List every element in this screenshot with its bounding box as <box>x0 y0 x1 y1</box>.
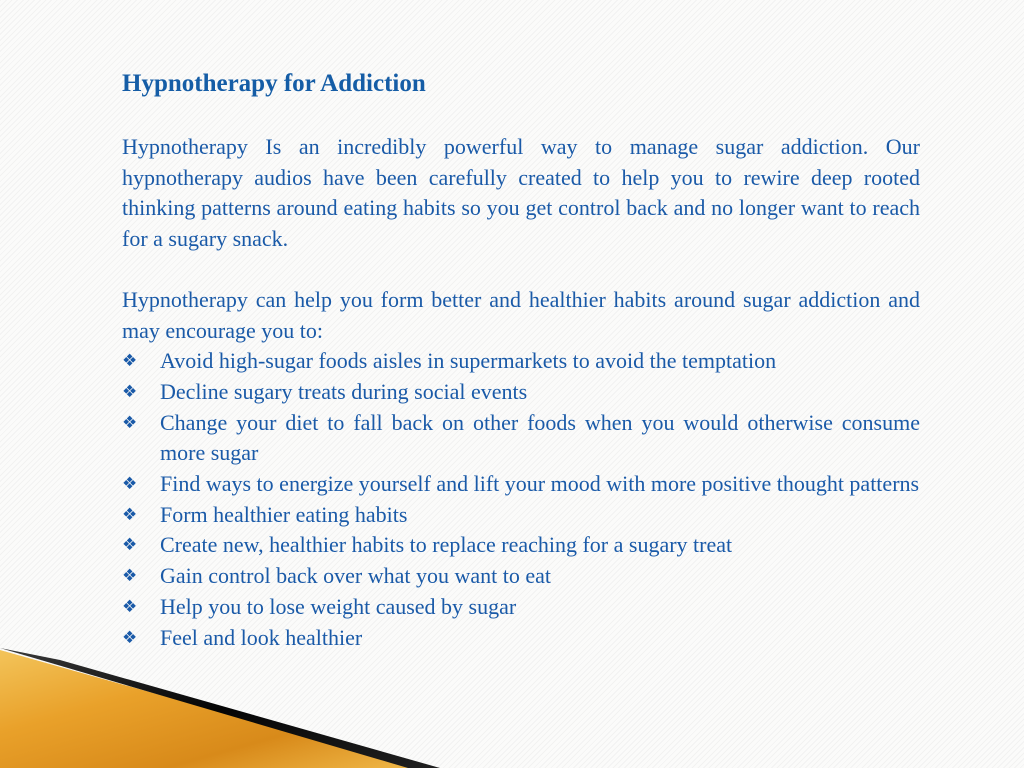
list-item <box>122 469 920 500</box>
diamond-bullet-icon: ❖ <box>122 535 138 556</box>
diamond-bullet-icon: ❖ <box>122 351 138 372</box>
list-item-text: Feel and look healthier <box>160 624 363 650</box>
benefit-list <box>122 346 920 653</box>
diamond-bullet-icon: ❖ <box>122 566 138 587</box>
list-item <box>122 500 920 531</box>
list-item <box>122 377 920 408</box>
slide-title: Hypnotherapy for Addiction <box>122 70 426 97</box>
list-item-text: Avoid high-sugar foods aisles in supermarkets to avoid the temptation <box>160 348 777 374</box>
intro-paragraph: Hypnotherapy Is an incredibly powerful way to manage sugar addiction. Our hypnotherapy audios have been carefully created to help you to rewire deep rooted thinking patterns around eating habits so you get control back and no longer want to reach for a sugary snack. <box>122 134 920 252</box>
diamond-bullet-icon: ❖ <box>122 474 138 495</box>
list-item-text: Gain control back over what you want to eat <box>160 563 551 589</box>
diamond-bullet-icon: ❖ <box>122 627 138 648</box>
list-item <box>122 346 920 377</box>
slide-content <box>122 66 920 653</box>
lead-in-paragraph: Hypnotherapy can help you form better and healthier habits around sugar addiction and may encourage you to: <box>122 286 920 343</box>
list-item-text: Change your diet to fall back on other foods when you would otherwise consume more sugar <box>160 409 920 466</box>
list-item <box>122 592 920 623</box>
diamond-bullet-icon: ❖ <box>122 381 138 402</box>
list-item-text: Find ways to energize yourself and lift your mood with more positive thought patterns <box>160 471 920 497</box>
list-item <box>122 561 920 592</box>
list-item <box>122 530 920 561</box>
diamond-bullet-icon: ❖ <box>122 596 138 617</box>
diamond-bullet-icon: ❖ <box>122 412 138 433</box>
list-item <box>122 408 920 469</box>
diamond-bullet-icon: ❖ <box>122 504 138 525</box>
list-item-text: Decline sugary treats during social events <box>160 378 528 404</box>
list-item <box>122 623 920 654</box>
list-item-text: Form healthier eating habits <box>160 501 408 527</box>
list-item-text: Create new, healthier habits to replace reaching for a sugary treat <box>160 532 733 558</box>
list-item-text: Help you to lose weight caused by sugar <box>160 593 517 619</box>
